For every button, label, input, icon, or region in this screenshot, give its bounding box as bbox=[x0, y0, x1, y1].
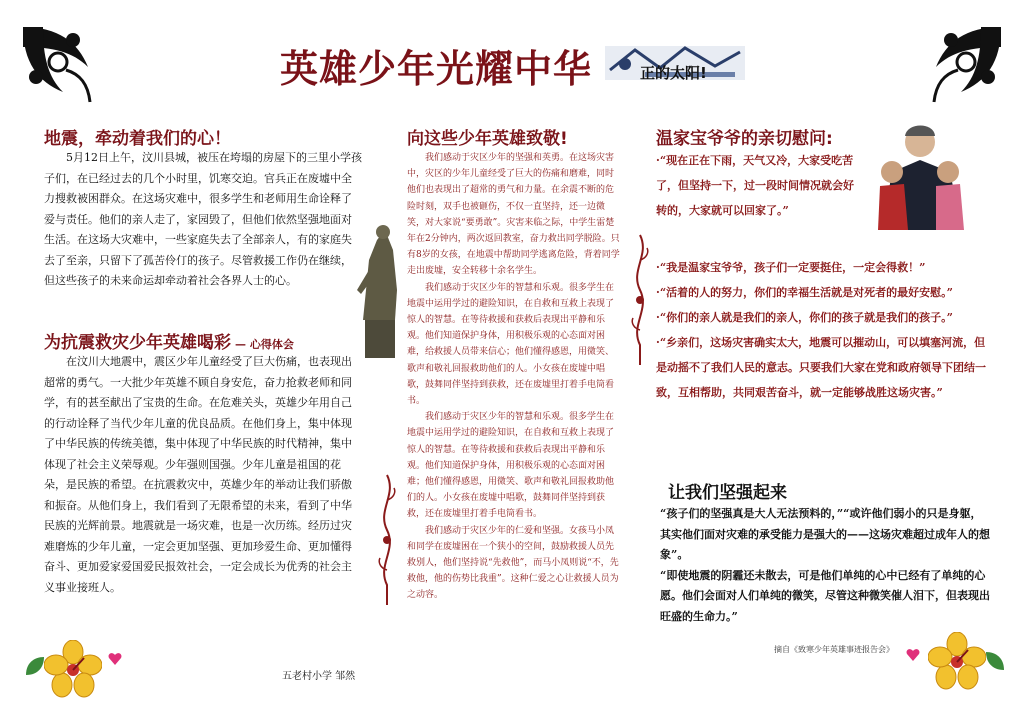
source-caption: 摘自《致寒少年英雄事迹报告会》 bbox=[774, 645, 894, 654]
tribute-paragraph: 我们感动于灾区少年的仁爱和坚强。女孩马小凤和同学在废墟困在一个狭小的空间，鼓励救援人员先救别人，他们坚持说“先救他”，而马小凤则说“不，先救他，他的伤势比我重”。这种仁爱之心让救援人员为之动容。 bbox=[407, 525, 619, 601]
section-title-earthquake: 地震，牵动着我们的心！ bbox=[44, 129, 231, 149]
section-title-condolence: 温家宝爷爷的亲切慰问: bbox=[656, 129, 833, 149]
page-subtitle: 正的太阳! bbox=[640, 64, 707, 82]
heart-icon bbox=[108, 652, 122, 666]
leaf-icon bbox=[24, 655, 46, 677]
heart-icon bbox=[906, 648, 920, 662]
quote-item: ·“我是温家宝爷爷，孩子们一定要挺住，一定会得救！” bbox=[656, 261, 926, 274]
quote-block bbox=[656, 148, 856, 223]
quote-list bbox=[656, 255, 986, 465]
vine-ornament-icon bbox=[372, 470, 402, 610]
tribute-paragraph: 我们感动于灾区少年的智慧和乐观。很多学生在地震中运用学过的避险知识，在自救和互救上表现了惊人的智慧。在等待救援和获救后表现出平静和乐观。他们知道保护身体，用积极乐观的心态面对困难，给救援人员带来信心；他们懂得感恩，用微笑、歌声和敬礼回报救助他们的人。小女孩在废墟中唱歌，鼓舞同伴坚持到获救，还在废墟里打着手电筒看书。 bbox=[407, 282, 615, 407]
quote-item: ·“乡亲们，这场灾害确实太大，地震可以摧动山，可以填塞河流，但是动摇不了我们人民的意志。只要我们大家在党和政府领导下团结一致，互相帮助，共同艰苦奋斗，就一定能够战胜这场灾害。” bbox=[656, 336, 986, 399]
section-title-tribute: 向这些少年英雄致敬! bbox=[407, 129, 568, 149]
section-title-heroes: 为抗震救灾少年英雄喝彩 — 心得体会 bbox=[44, 333, 294, 353]
hibiscus-flower-icon bbox=[928, 632, 986, 690]
section-text-heroes: 在汶川大地震中，震区少年儿童经受了巨大伤痛，也表现出超常的勇气。一大批少年英雄不顾自身安危，奋力抢救老师和同学，有的甚至献出了宝贵的生命。在危难关头，英雄少年用自己的行动诠释了当代少年儿童的优良品质。在他们身上，集中体现了中华民族的传统美德，集中体现了中华民族的时代精神，集中体现了社会主义荣辱观。少年强则国强。少年儿童是祖国的花朵，是民族的希望。在抗震救灾中，英雄少年的举动让我们骄傲和振奋。从他们身上，我们看到了无限希望的未来，看到了中华民族的光辉前景。地震就是一场灾难，也是一次历练。经历过灾难磨炼的少年儿童，一定会更加坚强、更加珍爱生命、更加懂得奋斗、更加爱家爱国爱民报效社会，一定会成长为优秀的社会主义事业接班人。 bbox=[44, 355, 352, 594]
quote-item: ·“活着的人的努力，你们的幸福生活就是对死者的最好安慰。” bbox=[656, 286, 953, 299]
tribute-paragraph: 我们感动于灾区少年的坚强和英勇。在这场灾害中，灾区的少年儿童经受了巨大的伤痛和磨难，同时他们也表现出了超常的勇气和力量。在余震不断的危险时刻，双手也被砸伤，不仅一直坚持，还一边微笑，对大家说“要勇敢”。灾害来临之际，中学生雷楚年在2分钟内，两次返回教室，奋力救出同学脱险。只有8岁的女孩，在地震中帮助同学逃离危险，背着同学走出废墟，安全转移十余名学生。 bbox=[407, 153, 620, 277]
section-text-earthquake: 5月12日上午，汶川县城，被压在垮塌的房屋下的三里小学孩子们，在已经过去的几个小时里，饥寒交迫。官兵正在废墟中全力搜救被困群众。在这场灾难中，很多学生和老师用生命诠释了爱与责任。他们的亲人走了，家园毁了，但他们依然坚强地面对生活。在这场大灾难中，一些家庭失去了全部亲人，有的家庭失去了至亲，只留下了孤苦伶仃的孩子。尽管救援工作仍在继续，但这些孩子的未来命运却牵动着社会各界人士的心。 bbox=[44, 151, 362, 287]
floral-corner-icon bbox=[916, 22, 1006, 112]
tribute-paragraph: 我们感动于灾区少年的智慧和乐观。很多学生在地震中运用学过的避险知识，在自救和互救上表现了惊人的智慧。在等待救援和获救后表现出平静和乐观。他们知道保护身体，用积极乐观的心态面对困难；他们懂得感恩，用微笑、歌声和敬礼回报救助他们的人。小女孩在废墟中唱歌，鼓舞同伴坚持到获救，还在废墟里打着手电筒看书。 bbox=[407, 412, 615, 520]
page-title: 英雄少年光耀中华 bbox=[280, 47, 593, 91]
section-title-be-strong: 让我们坚强起来 bbox=[668, 483, 787, 503]
hibiscus-flower-icon bbox=[44, 640, 102, 698]
premier-with-children-photo bbox=[862, 112, 980, 230]
strong-paragraph: “即使地震的阴霾还未散去，可是他们单纯的心中已经有了单纯的心愿。他们会面对人们单纯的微笑，尽管这种微笑催人泪下，但表现出旺盛的生命力。” bbox=[660, 568, 990, 623]
strong-paragraph: “孩子们的坚强真是大人无法预料的，”“或许他们弱小的只是身躯，其实他们面对灾难的承受能力是强大的——这场灾难超过成年人的想象”。 bbox=[660, 507, 990, 561]
floral-corner-icon bbox=[18, 22, 108, 112]
quote-item: ·“你们的亲人就是我们的亲人，你们的孩子就是我们的孩子。” bbox=[656, 311, 953, 324]
section-text-tribute bbox=[407, 150, 621, 700]
statue-image bbox=[355, 220, 405, 360]
section-text-be-strong bbox=[660, 504, 990, 636]
author-credit: 五老村小学 邹然 bbox=[282, 671, 356, 682]
quote-item: ·“现在正在下雨，天气又冷，大家受吃苦了，但坚持一下，过一段时间情况就会好转的，大家就可以回家了。” bbox=[656, 154, 854, 217]
leaf-icon bbox=[984, 650, 1006, 672]
vine-ornament-icon bbox=[625, 230, 655, 370]
